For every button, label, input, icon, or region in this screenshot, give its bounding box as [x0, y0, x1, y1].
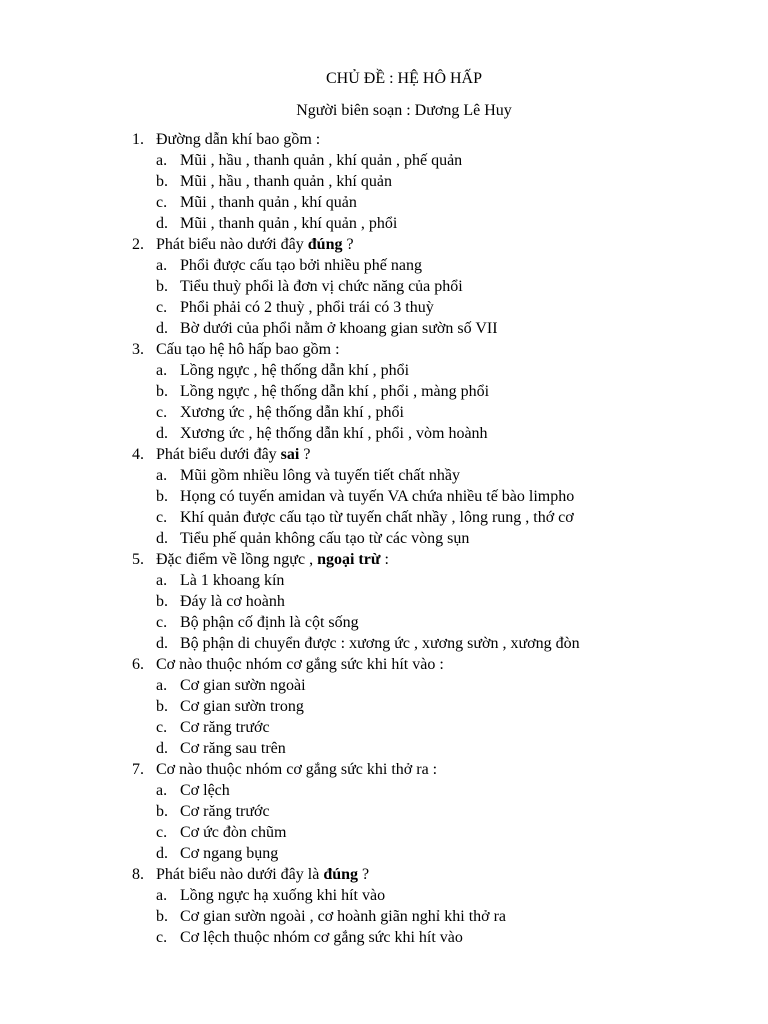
option-text: Cơ lệch — [180, 782, 230, 799]
question-keyword: đúng — [323, 866, 359, 883]
option-text: Cơ ngang bụng — [180, 845, 279, 862]
answer-option — [132, 927, 708, 948]
option-text: Bộ phận cố định là cột sống — [180, 614, 359, 631]
option-text: Tiểu phế quản không cấu tạo từ các vòng sụn — [180, 530, 470, 547]
question-text-pre: Phát biểu nào dưới đây — [156, 236, 308, 253]
answer-options — [132, 360, 708, 444]
question-stem — [132, 759, 708, 780]
question-number: 7. — [132, 761, 144, 778]
option-text: Lồng ngực , hệ thống dẫn khí , phổi , màng phổi — [180, 383, 490, 400]
option-text: Cơ lệch thuộc nhóm cơ gắng sức khi hít vào — [180, 929, 463, 946]
option-text: Bộ phận di chuyển được : xương ức , xương sườn , xương đòn — [180, 635, 580, 652]
option-label: c. — [156, 404, 168, 421]
option-text: Lồng ngực hạ xuống khi hít vào — [180, 887, 386, 904]
question-number: 6. — [132, 656, 144, 673]
answer-option — [132, 150, 708, 171]
option-text: Phổi phải có 2 thuỳ , phổi trái có 3 thuỳ — [180, 299, 434, 316]
option-label: a. — [156, 782, 168, 799]
question-item — [132, 129, 708, 234]
option-text: Tiểu thuỳ phổi là đơn vị chức năng của phổi — [180, 278, 463, 295]
answer-option — [132, 570, 708, 591]
option-text: Mũi , hầu , thanh quản , khí quản , phế quản — [180, 152, 463, 169]
option-text: Xương ức , hệ thống dẫn khí , phổi , vòm hoành — [180, 425, 488, 442]
option-text: Mũi gồm nhiều lông và tuyến tiết chất nhầy — [180, 467, 460, 484]
question-text-post: ? — [299, 446, 311, 463]
option-label: a. — [156, 152, 168, 169]
question-stem — [132, 339, 708, 360]
answer-option — [132, 906, 708, 927]
question-text-pre: Đặc điểm về lồng ngực , — [156, 551, 318, 568]
option-label: b. — [156, 593, 168, 610]
question-stem — [132, 444, 708, 465]
question-number: 8. — [132, 866, 144, 883]
answer-option — [132, 297, 708, 318]
question-text — [156, 234, 354, 255]
option-label: a. — [156, 677, 168, 694]
option-label: b. — [156, 908, 168, 925]
question-text — [156, 654, 444, 675]
answer-options — [132, 465, 708, 549]
option-label: c. — [156, 929, 168, 946]
answer-option — [132, 801, 708, 822]
option-text: Cơ răng sau trên — [180, 740, 286, 757]
option-label: d. — [156, 320, 168, 337]
answer-option — [132, 885, 708, 906]
question-stem — [132, 654, 708, 675]
option-label: b. — [156, 698, 168, 715]
answer-option — [132, 843, 708, 864]
question-keyword: đúng — [307, 236, 343, 253]
answer-option — [132, 465, 708, 486]
question-text — [156, 444, 310, 465]
answer-options — [132, 780, 708, 864]
answer-options — [132, 150, 708, 234]
question-number: 2. — [132, 236, 144, 253]
question-number: 3. — [132, 341, 144, 358]
option-text: Cơ ức đòn chũm — [180, 824, 287, 841]
answer-options — [132, 255, 708, 339]
option-label: b. — [156, 278, 168, 295]
option-label: c. — [156, 719, 168, 736]
answer-option — [132, 360, 708, 381]
answer-option — [132, 528, 708, 549]
option-label: c. — [156, 614, 168, 631]
question-text-post: ? — [358, 866, 370, 883]
question-item — [132, 549, 708, 654]
answer-option — [132, 171, 708, 192]
option-text: Mũi , thanh quản , khí quản , phổi — [180, 215, 398, 232]
answer-option — [132, 822, 708, 843]
question-stem — [132, 549, 708, 570]
question-text-post: ? — [342, 236, 354, 253]
answer-option — [132, 255, 708, 276]
question-text-pre: Cơ nào thuộc nhóm cơ gắng sức khi hít vào : — [156, 656, 444, 673]
answer-option — [132, 717, 708, 738]
question-list — [132, 129, 708, 948]
answer-options — [132, 885, 708, 948]
question-text-pre: Đường dẫn khí bao gồm : — [156, 131, 321, 148]
answer-option — [132, 276, 708, 297]
option-text: Cơ răng trước — [180, 803, 270, 820]
question-text-pre: Cấu tạo hệ hô hấp bao gồm : — [156, 341, 340, 358]
question-item — [132, 759, 708, 864]
question-text — [156, 339, 340, 360]
option-text: Đáy là cơ hoành — [180, 593, 285, 610]
option-text: Mũi , hầu , thanh quản , khí quản — [180, 173, 392, 190]
answer-option — [132, 213, 708, 234]
option-text: Cơ gian sườn trong — [180, 698, 304, 715]
option-label: c. — [156, 509, 168, 526]
option-text: Mũi , thanh quản , khí quản — [180, 194, 357, 211]
question-number: 4. — [132, 446, 144, 463]
option-text: Lồng ngực , hệ thống dẫn khí , phổi — [180, 362, 410, 379]
answer-option — [132, 507, 708, 528]
option-text: Cơ răng trước — [180, 719, 270, 736]
question-text-pre: Cơ nào thuộc nhóm cơ gắng sức khi thở ra : — [156, 761, 438, 778]
answer-option — [132, 738, 708, 759]
option-label: a. — [156, 257, 168, 274]
option-text: Bờ dưới của phổi nằm ở khoang gian sườn số VII — [180, 320, 498, 337]
question-keyword: ngoại trừ — [317, 551, 381, 568]
option-label: c. — [156, 194, 168, 211]
question-stem — [132, 864, 708, 885]
answer-option — [132, 402, 708, 423]
answer-option — [132, 192, 708, 213]
question-text — [156, 129, 320, 150]
answer-option — [132, 633, 708, 654]
option-label: b. — [156, 488, 168, 505]
question-number: 1. — [132, 131, 144, 148]
option-label: c. — [156, 824, 168, 841]
answer-option — [132, 591, 708, 612]
question-keyword: sai — [280, 446, 300, 463]
option-label: a. — [156, 467, 168, 484]
answer-option — [132, 318, 708, 339]
answer-option — [132, 423, 708, 444]
answer-options — [132, 675, 708, 759]
option-label: b. — [156, 383, 168, 400]
question-text-post: : — [380, 551, 389, 568]
option-label: c. — [156, 299, 168, 316]
option-text: Khí quản được cấu tạo từ tuyến chất nhầy , lông rung , thớ cơ — [180, 509, 574, 526]
option-label: b. — [156, 803, 168, 820]
option-text: Họng có tuyến amidan và tuyến VA chứa nhiều tế bào limpho — [180, 488, 575, 505]
question-stem — [132, 129, 708, 150]
option-label: b. — [156, 173, 168, 190]
answer-options — [132, 570, 708, 654]
option-label: a. — [156, 362, 168, 379]
question-item — [132, 234, 708, 339]
option-text: Xương ức , hệ thống dẫn khí , phổi — [180, 404, 404, 421]
question-item — [132, 444, 708, 549]
option-label: d. — [156, 425, 168, 442]
question-stem — [132, 234, 708, 255]
option-label: d. — [156, 215, 168, 232]
question-text — [156, 864, 369, 885]
question-text — [156, 759, 437, 780]
option-text: Phổi được cấu tạo bởi nhiều phế nang — [180, 257, 422, 274]
option-text: Cơ gian sườn ngoài , cơ hoành giãn nghỉ khi thở ra — [180, 908, 507, 925]
question-text-pre: Phát biểu dưới đây — [156, 446, 281, 463]
document-author: Người biên soạn : Dương Lê Huy — [296, 102, 512, 119]
option-text: Cơ gian sườn ngoài — [180, 677, 306, 694]
option-label: a. — [156, 887, 168, 904]
answer-option — [132, 780, 708, 801]
document-title: CHỦ ĐỀ : HỆ HÔ HẤP — [326, 70, 482, 87]
option-label: a. — [156, 572, 168, 589]
question-number: 5. — [132, 551, 144, 568]
option-text: Là 1 khoang kín — [180, 572, 285, 589]
question-text — [156, 549, 389, 570]
option-label: d. — [156, 530, 168, 547]
option-label: d. — [156, 845, 168, 862]
option-label: d. — [156, 635, 168, 652]
question-item — [132, 654, 708, 759]
question-item — [132, 864, 708, 948]
option-label: d. — [156, 740, 168, 757]
answer-option — [132, 675, 708, 696]
question-text-pre: Phát biểu nào dưới đây là — [156, 866, 324, 883]
answer-option — [132, 696, 708, 717]
answer-option — [132, 612, 708, 633]
answer-option — [132, 381, 708, 402]
answer-option — [132, 486, 708, 507]
question-item — [132, 339, 708, 444]
